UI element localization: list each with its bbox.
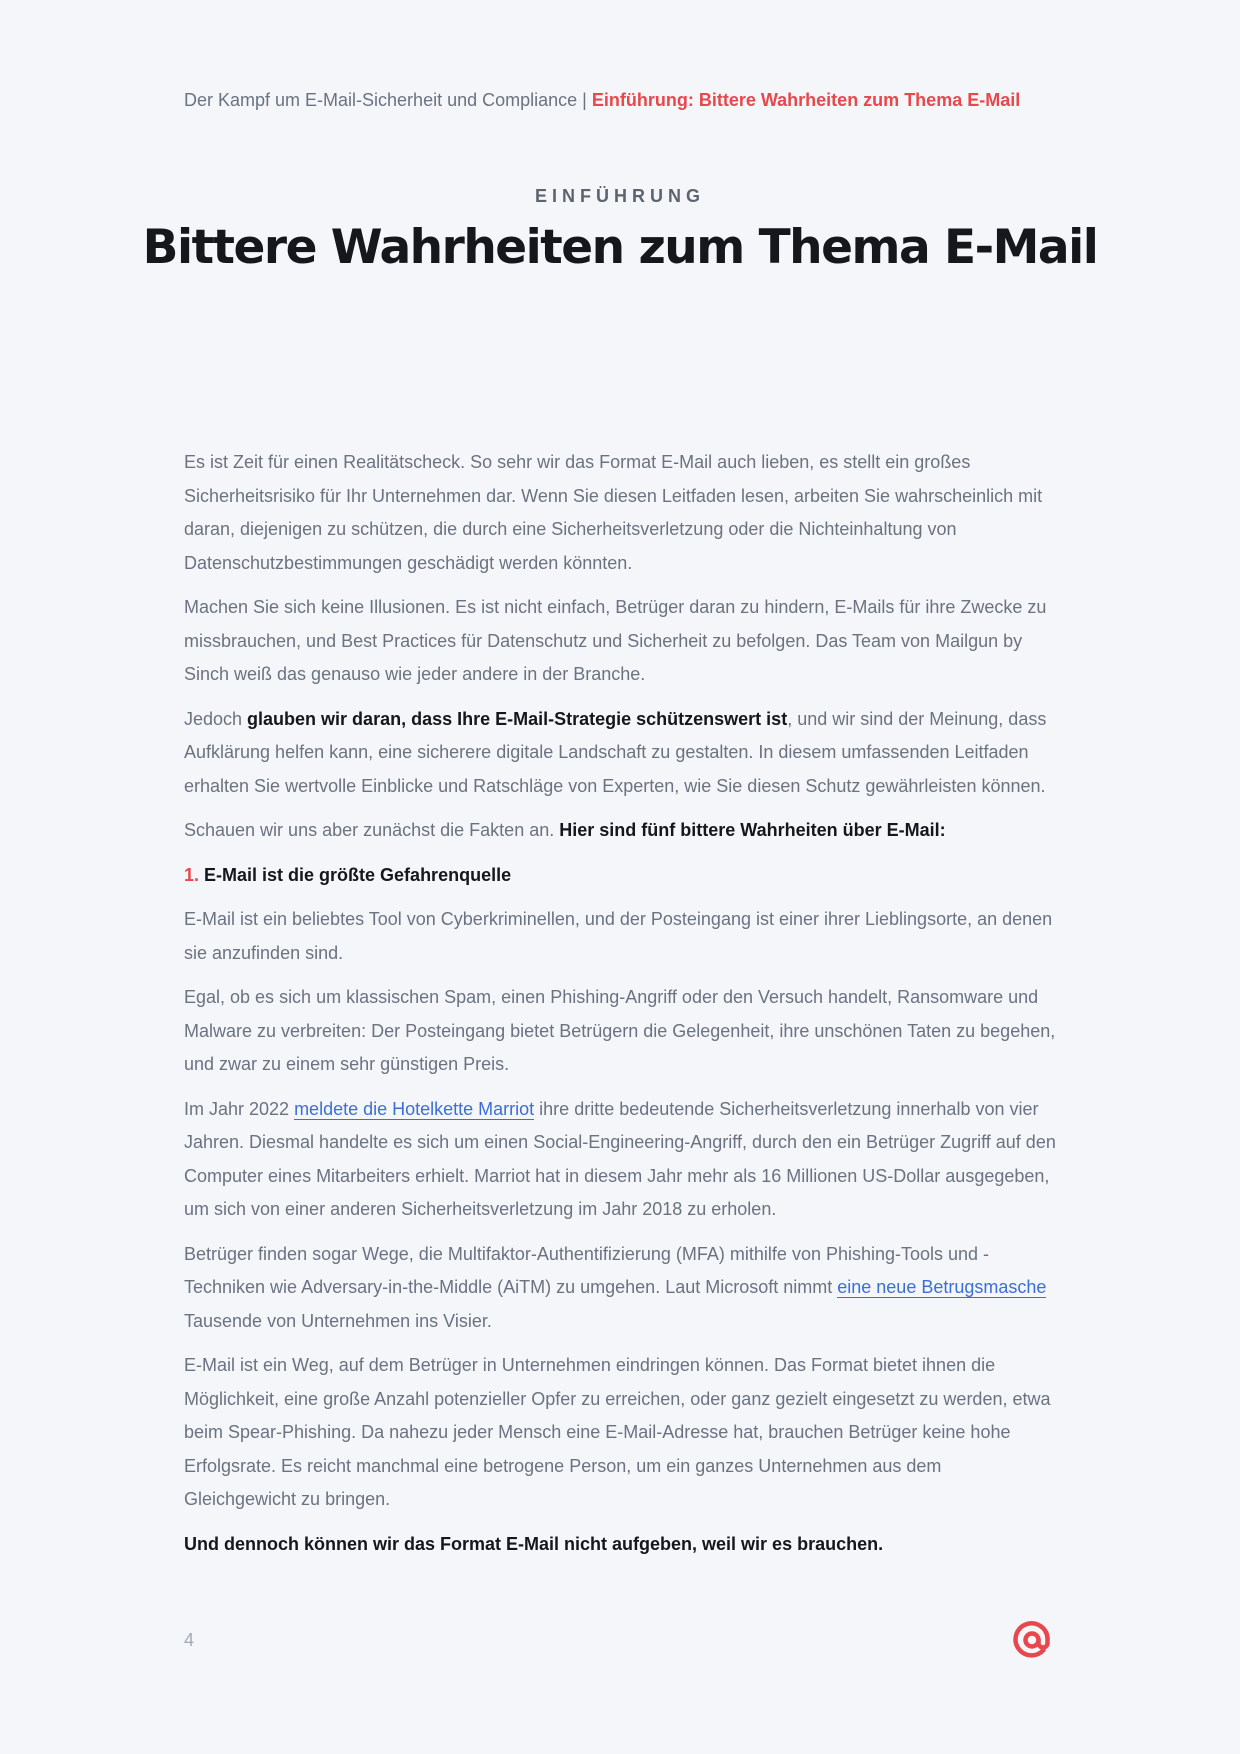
paragraph bbox=[184, 814, 1056, 848]
paragraph bbox=[184, 1238, 1056, 1339]
section-heading bbox=[184, 859, 1056, 893]
paragraph-text: Jedoch bbox=[184, 708, 248, 729]
heading-number: 1. bbox=[184, 864, 200, 885]
bold-text: Hier sind fünf bittere Wahrheiten über E-Mail: bbox=[559, 820, 946, 840]
paragraph: E-Mail ist ein Weg, auf dem Betrüger in Unternehmen eindringen können. Das Format bietet ihnen die Möglichkeit, eine große Anzahl potenzieller Opfer zu erreichen, oder ganz gezielt eingesetzt zu werden, etwa beim Spear-Phishing. Da nahezu jeder Mensch eine E-Mail-Adresse hat, brauchen Betrüger keine hohe Erfolgsrate. Es reicht manchmal eine betrogene Person, um ein ganzes Unternehmen aus dem Gleichgewicht zu bringen. bbox=[184, 1355, 1051, 1509]
paragraph: E-Mail ist ein beliebtes Tool von Cyberkriminellen, und der Posteingang ist einer ihrer Lieblingsorte, an denen sie anzufinden sind. bbox=[184, 909, 1053, 963]
paragraph bbox=[184, 703, 1056, 804]
heading-text: E-Mail ist die größte Gefahrenquelle bbox=[204, 864, 512, 885]
at-sign-logo-icon bbox=[1012, 1620, 1052, 1660]
paragraph-text: ihre dritte bedeutende Sicherheitsverletzung innerhalb von vier Jahren. Diesmal handelte es sich um einen Social-Engineering-Angriff, durch den ein Betrüger Zugriff auf den Computer eines Mitarbeiters erhielt. Marriot hat in diesem Jahr mehr als 16 Millionen US-Dollar ausgegeben, um sich von einer anderen Sicherheitsverletzung im Jahr 2018 zu erholen. bbox=[184, 1098, 1056, 1219]
bold-text: glauben wir daran, dass Ihre E-Mail-Strategie schützenswert ist bbox=[247, 708, 788, 729]
section-kicker: EINFÜHRUNG bbox=[535, 186, 705, 206]
paragraph: Machen Sie sich keine Illusionen. Es ist nicht einfach, Betrüger daran zu hindern, E-Mails für ihre Zwecke zu missbrauchen, und Best Practices für Datenschutz und Sicherheit zu befolgen. Das Team von Mailgun by Sinch weiß das genauso wie jeder andere in der Branche. bbox=[184, 597, 1047, 684]
paragraph-text: Tausende von Unternehmen ins Visier. bbox=[184, 1310, 492, 1331]
paragraph-text: , und wir sind der Meinung, dass Aufklärung helfen kann, eine sicherere digitale Landschaft zu gestalten. In diesem umfassenden Leitfaden erhalten Sie wertvolle Einblicke und Ratschläge von Experten, wie Sie diesen Schutz gewährleisten können. bbox=[184, 708, 1047, 796]
paragraph-text: Betrüger finden sogar Wege, die Multifaktor-Authentifizierung (MFA) mithilfe von Phishing-Tools und -Techniken wie Adversary-in-the-Middle (AiTM) zu umgehen. Laut Microsoft nimmt bbox=[184, 1243, 990, 1297]
header-doc-title: Der Kampf um E-Mail-Sicherheit und Compliance | bbox=[184, 90, 587, 110]
header-section-title: Einführung: Bittere Wahrheiten zum Thema E-Mail bbox=[591, 90, 1021, 110]
closing-statement: Und dennoch können wir das Format E-Mail nicht aufgeben, weil wir es brauchen. bbox=[184, 1533, 884, 1554]
running-header bbox=[184, 90, 1084, 111]
paragraph-text: Schauen wir uns aber zunächst die Fakten an. bbox=[184, 820, 560, 840]
paragraph-text: Im Jahr 2022 bbox=[184, 1098, 295, 1119]
paragraph: Egal, ob es sich um klassischen Spam, einen Phishing-Angriff oder den Versuch handelt, Ransomware und Malware zu verbreiten: Der Posteingang bietet Betrügern die Gelegenheit, ihre unschönen Taten zu begehen, und zwar zu einem sehr günstigen Preis. bbox=[184, 987, 1056, 1074]
page-title: Bittere Wahrheiten zum Thema E-Mail bbox=[142, 220, 1098, 275]
paragraph: Es ist Zeit für einen Realitätscheck. So sehr wir das Format E-Mail auch lieben, es stellt ein großes Sicherheitsrisiko für Ihr Unternehmen dar. Wenn Sie diesen Leitfaden lesen, arbeiten Sie wahrscheinlich mit daran, diejenigen zu schützen, die durch eine Sicherheitsverletzung oder die Nichteinhaltung von Datenschutzbestimmungen geschädigt werden könnten. bbox=[184, 452, 1043, 573]
page-number: 4 bbox=[184, 1630, 195, 1650]
new-scam-link[interactable]: eine neue Betrugsmasche bbox=[837, 1277, 1047, 1297]
marriot-report-link[interactable]: meldete die Hotelkette Marriot bbox=[294, 1098, 535, 1119]
paragraph bbox=[184, 1093, 1056, 1227]
body-text bbox=[184, 446, 1056, 1572]
